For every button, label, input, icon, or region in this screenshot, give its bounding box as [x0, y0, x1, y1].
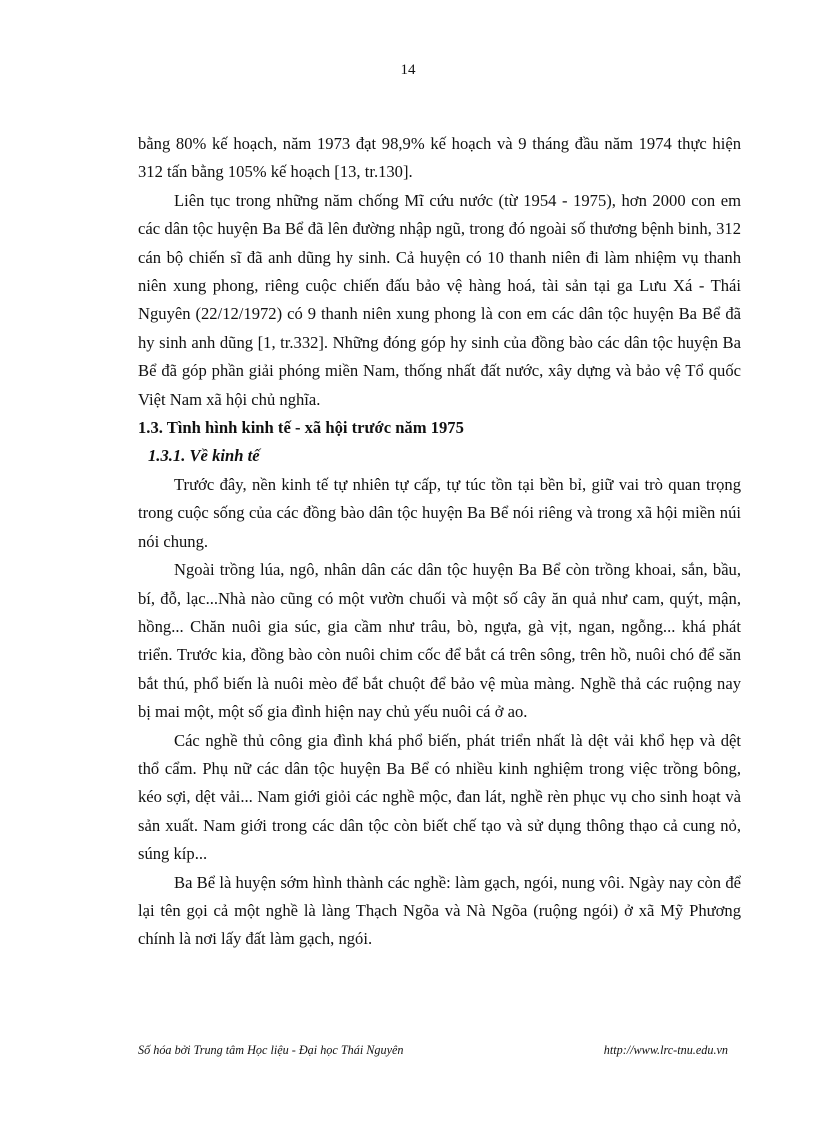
document-body [138, 130, 741, 954]
paragraph-agriculture: Ngoài trồng lúa, ngô, nhân dân các dân tộc huyện Ba Bể còn trồng khoai, sắn, bầu, bí, đỗ, lạc...Nhà nào cũng có một vườn chuối và một số cây ăn quả như cam, quýt, mận, hồng... Chăn nuôi gia súc, gia cầm như trâu, bò, ngựa, gà vịt, ngan, ngỗng... khá phát triển. Trước kia, đồng bào còn nuôi chim cốc để bắt cá trên sông, trên hồ, nuôi chó để săn bắt thú, phổ biến là nuôi mèo để bắt chuột để bảo vệ mùa màng. Nghề thả các ruộng nay bị mai một, một số gia đình hiện nay chủ yếu nuôi cá ở ao. [138, 560, 741, 722]
paragraph-continuation: bằng 80% kế hoạch, năm 1973 đạt 98,9% kế hoạch và 9 tháng đầu năm 1974 thực hiện 312 tấn bằng 105% kế hoạch [13, tr.130]. [138, 134, 741, 182]
subsection-heading-1-3-1: 1.3.1. Về kinh tế [148, 446, 260, 466]
paragraph-subsistence-economy: Trước đây, nền kinh tế tự nhiên tự cấp, tự túc tồn tại bền bỉ, giữ vai trò quan trọng trong cuộc sống của các đồng bào dân tộc huyện Ba Bể nói riêng và trong xã hội miền núi nói chung. [138, 474, 741, 551]
footer-source: Số hóa bởi Trung tâm Học liệu - Đại học Thái Nguyên [138, 1043, 404, 1057]
footer-url: http://www.lrc-tnu.edu.vn [603, 1043, 728, 1057]
section-heading-1-3: 1.3. Tình hình kinh tế - xã hội trước năm 1975 [138, 418, 464, 438]
page-number: 14 [400, 62, 416, 78]
page-footer [138, 1043, 728, 1058]
paragraph-brick-making: Ba Bể là huyện sớm hình thành các nghề: làm gạch, ngói, nung vôi. Ngày nay còn để lại tên gọi cả một nghề là làng Thạch Ngõa và Nà Ngõa (ruộng ngói) ở xã Mỹ Phương chính là nơi lấy đất làm gạch, ngói. [138, 872, 741, 949]
paragraph-war-contribution: Liên tục trong những năm chống Mĩ cứu nước (từ 1954 - 1975), hơn 2000 con em các dân tộc huyện Ba Bể đã lên đường nhập ngũ, trong đó ngoài số thương bệnh binh, 312 cán bộ chiến sĩ đã anh dũng hy sinh. Cả huyện có 10 thanh niên đi làm nhiệm vụ thanh niên xung phong, riêng cuộc chiến đấu bảo vệ hàng hoá, tài sản tại ga Lưu Xá - Thái Nguyên (22/12/1972) có 9 thanh niên xung phong là con em các dân tộc huyện Ba Bể đã hy sinh anh dũng [1, tr.332]. Những đóng góp hy sinh của đồng bào các dân tộc huyện Ba Bể đã góp phần giải phóng miền Nam, thống nhất đất nước, xây dựng và bảo vệ Tổ quốc Việt Nam xã hội chủ nghĩa. [138, 190, 741, 409]
paragraph-handicrafts: Các nghề thủ công gia đình khá phổ biến, phát triển nhất là dệt vải khổ hẹp và dệt thổ cẩm. Phụ nữ các dân tộc huyện Ba Bể có nhiều kinh nghiệm trong việc trồng bông, kéo sợi, dệt vải... Nam giới giỏi các nghề mộc, đan lát, nghề rèn phục vụ cho sinh hoạt và sản xuất. Nam giới trong các dân tộc còn biết chế tạo và sử dụng thông thạo cả cung nỏ, súng kíp... [138, 730, 741, 864]
